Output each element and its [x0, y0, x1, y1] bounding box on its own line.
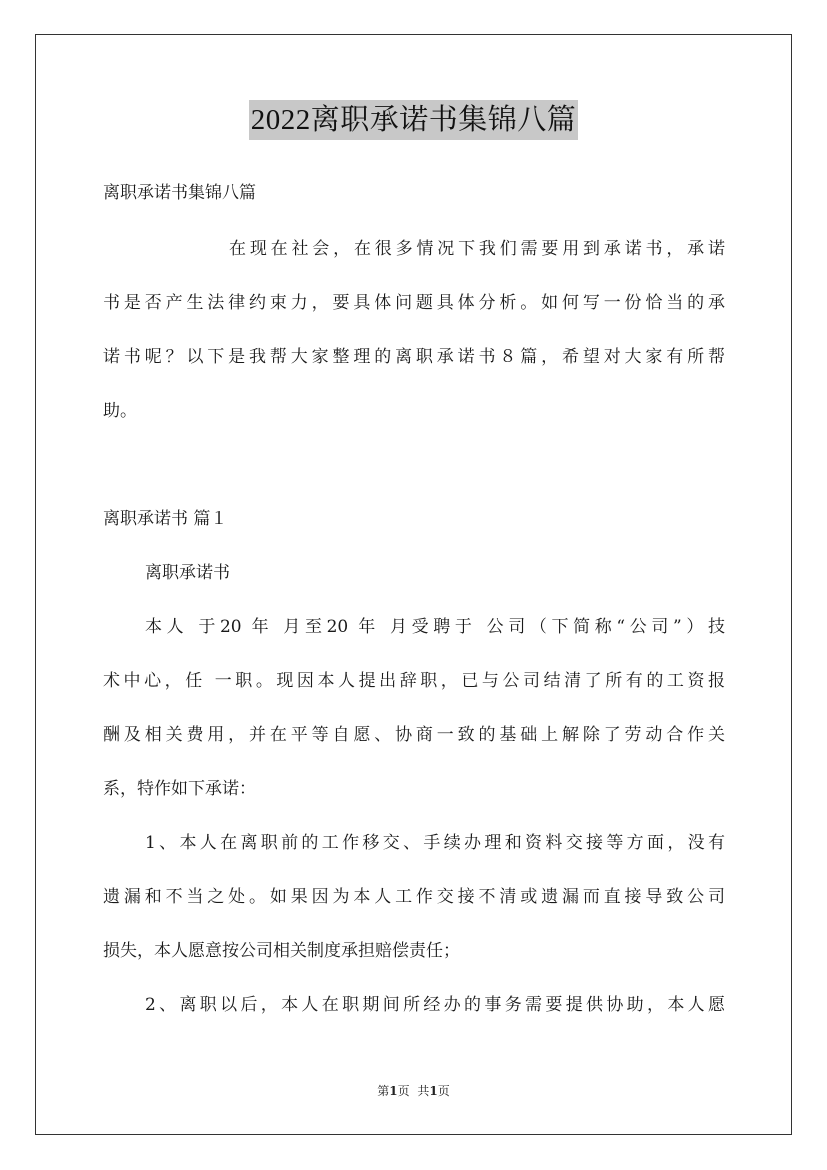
- intro-line-2: 书是否产生法律约束力，要具体问题具体分析。如何写一份恰当的承: [103, 293, 725, 313]
- total-suffix: 页: [437, 1084, 450, 1098]
- body-line-8: 2、离职以后，本人在职期间所经办的事务需要提供协助，本人愿: [145, 995, 725, 1015]
- body-line-7: 损失，本人愿意按公司相关制度承担赔偿责任；: [103, 941, 460, 961]
- intro-line-1: 在现在社会，在很多情况下我们需要用到承诺书，承诺: [229, 239, 725, 259]
- page-number: 1: [389, 1084, 398, 1098]
- letter-title: 离职承诺书: [145, 563, 230, 583]
- page-footer: [0, 1082, 827, 1100]
- body-line-4: 系，特作如下承诺：: [103, 779, 256, 799]
- body-line-5: 1、本人在离职前的工作移交、手续办理和资料交接等方面，没有: [145, 833, 725, 853]
- total-pages: 1: [429, 1084, 438, 1098]
- total-prefix: 共: [417, 1084, 430, 1098]
- body-line-1: 本人 于20 年 月至20 年 月受聘于 公司（下简称“公司”）技: [145, 617, 725, 637]
- intro-line-4: 助。: [103, 401, 137, 421]
- section-heading: 离职承诺书 篇１: [103, 509, 228, 529]
- document-title: 2022离职承诺书集锦八篇: [249, 100, 579, 140]
- body-line-3: 酬及相关费用，并在平等自愿、协商一致的基础上解除了劳动合作关: [103, 725, 725, 745]
- body-line-2: 术中心，任 一职。现因本人提出辞职，已与公司结清了所有的工资报: [103, 671, 725, 691]
- page-suffix: 页: [397, 1084, 410, 1098]
- page-prefix: 第: [377, 1084, 390, 1098]
- body-line-6: 遗漏和不当之处。如果因为本人工作交接不清或遗漏而直接导致公司: [103, 887, 725, 907]
- subtitle: 离职承诺书集锦八篇: [103, 183, 256, 203]
- title-container: [0, 100, 827, 140]
- intro-line-3: 诺书呢？以下是我帮大家整理的离职承诺书８篇，希望对大家有所帮: [103, 347, 725, 367]
